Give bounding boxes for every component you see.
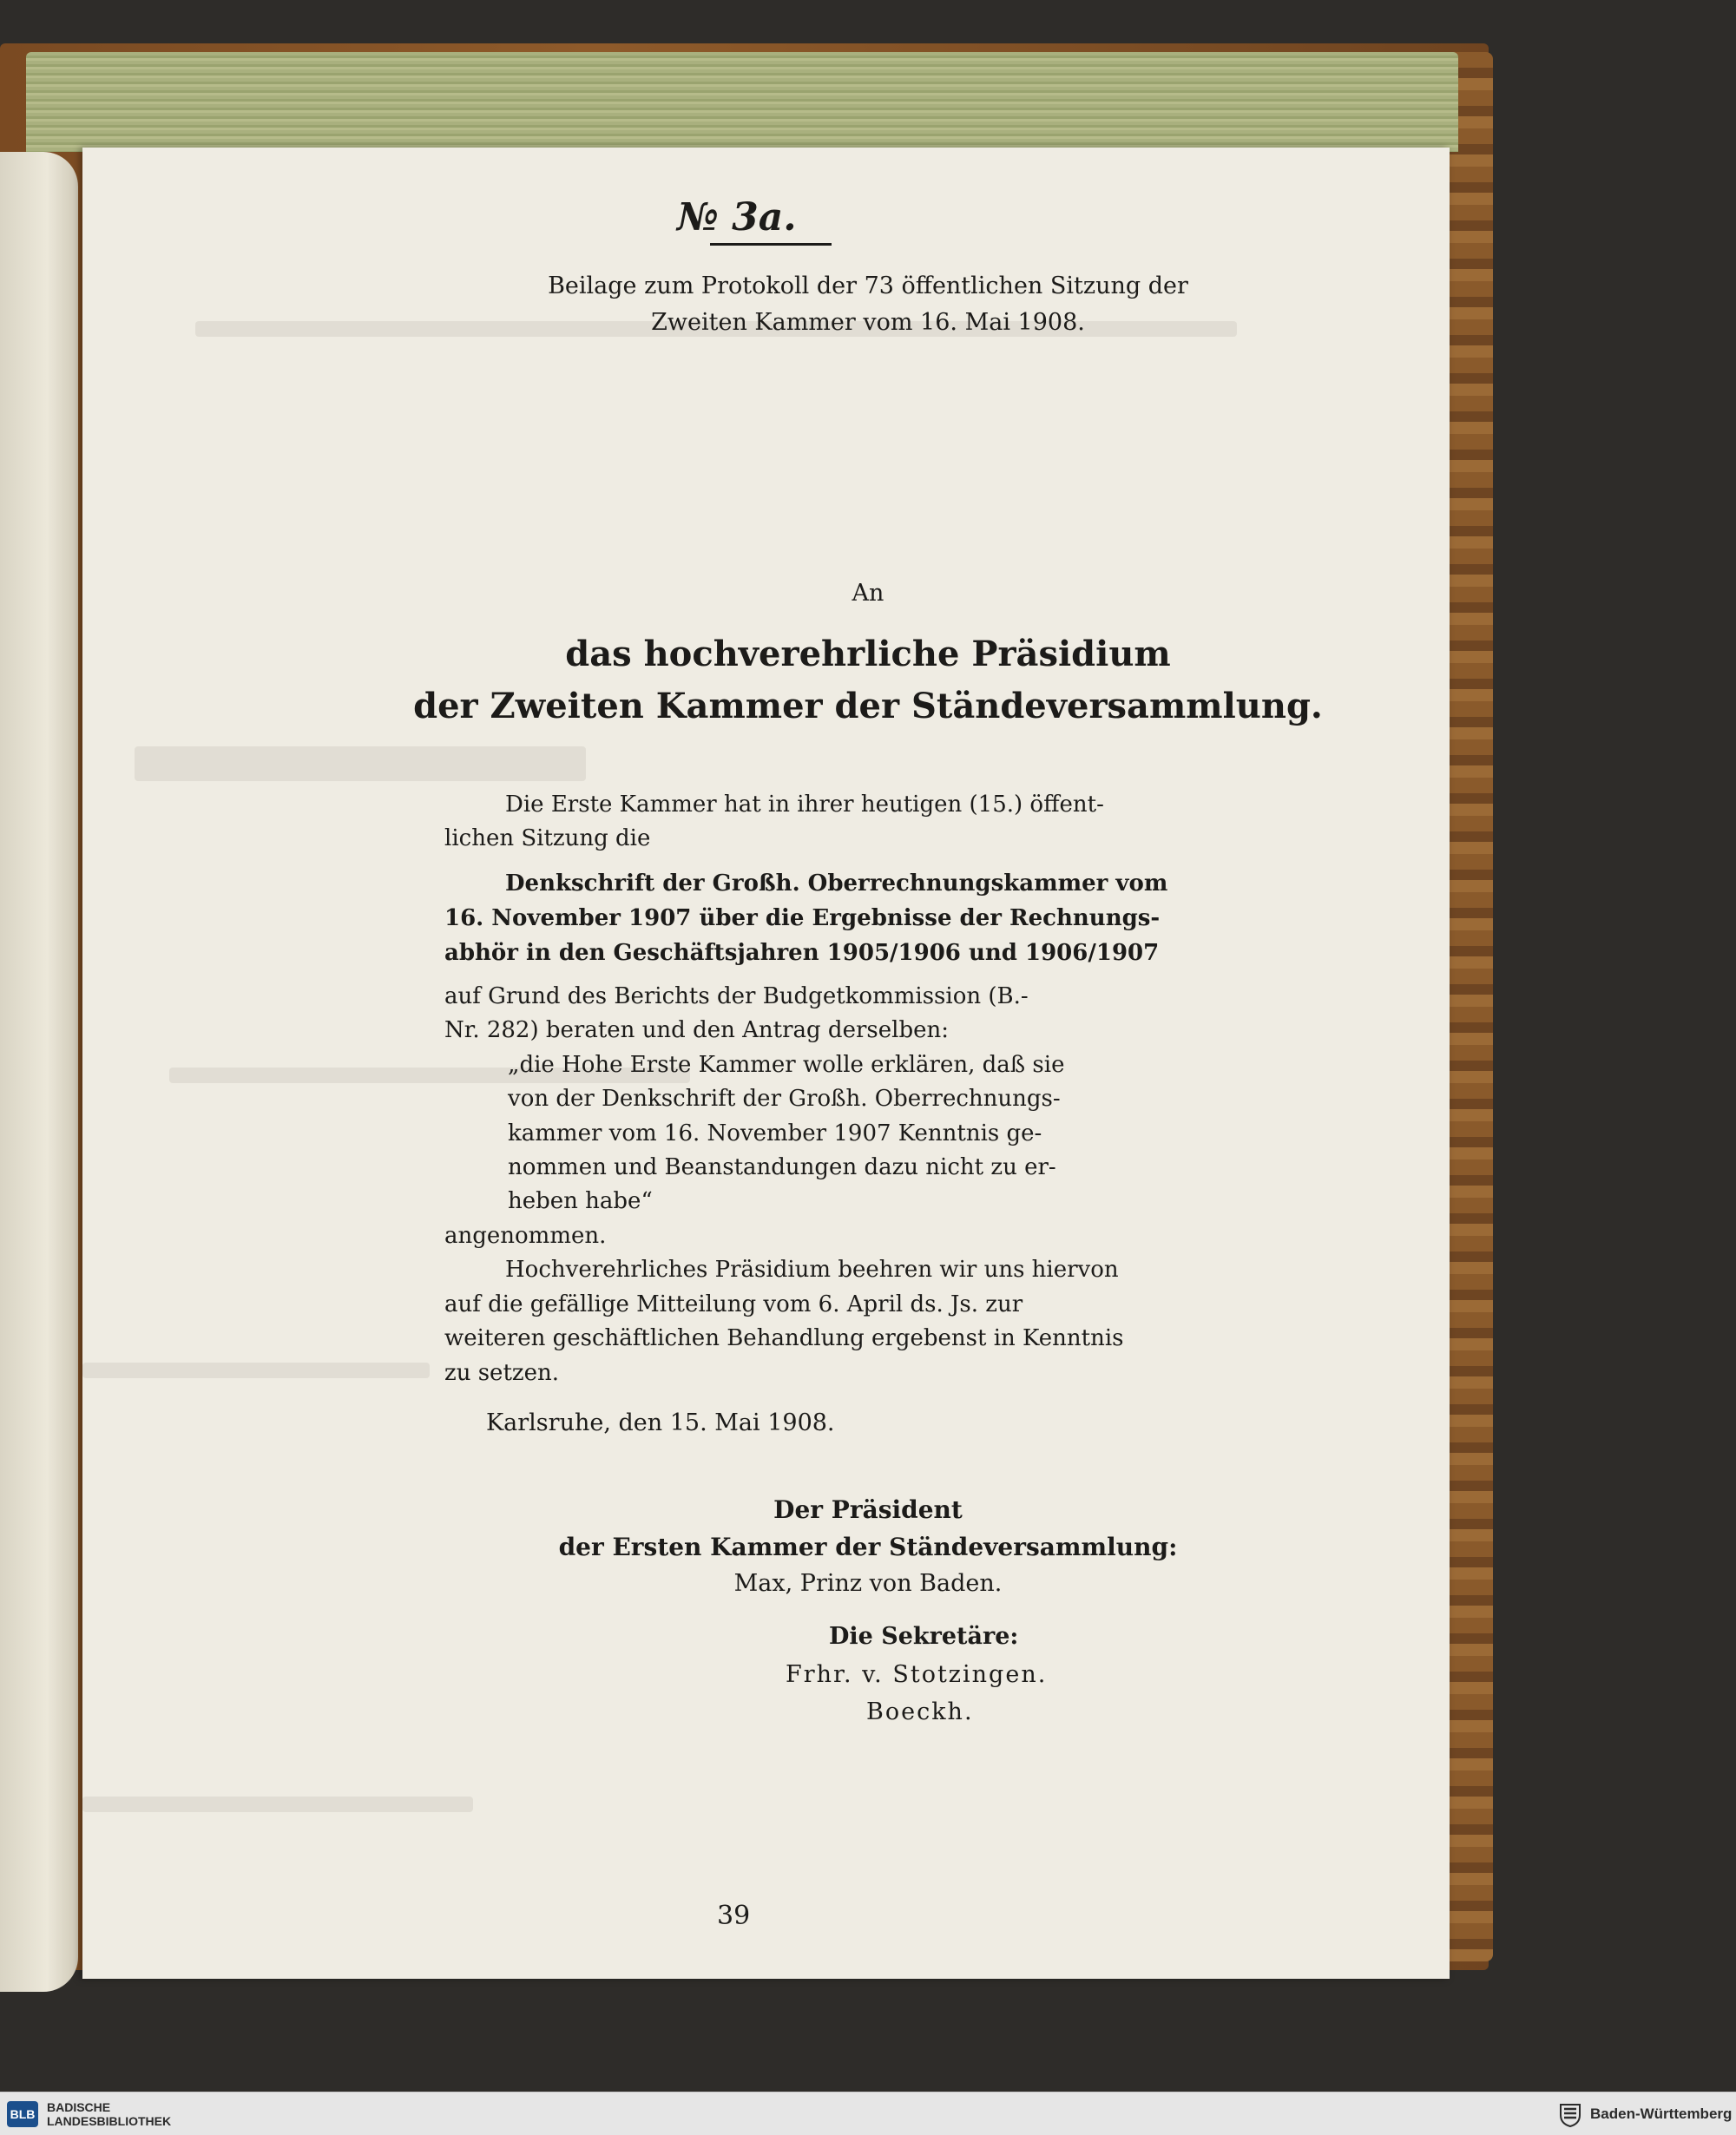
secretary-1: Frhr. v. Stotzingen.	[786, 1661, 1048, 1688]
bleed-through	[135, 746, 586, 781]
body-line: weiteren geschäftlichen Behandlung ergebenst in Kenntnis	[444, 1325, 1124, 1351]
body-line: Hochverehrliches Präsidium beehren wir uns hiervon	[505, 1257, 1119, 1283]
state-name[interactable]: Baden-Württemberg	[1590, 2105, 1733, 2122]
book-page-edges	[26, 52, 1458, 152]
body-line-quote: von der Denkschrift der Großh. Oberrechnungs-	[508, 1086, 1061, 1112]
president-name: Max, Prinz von Baden.	[733, 1570, 1003, 1597]
address-an: An	[852, 580, 884, 607]
body-line-quote: „die Hohe Erste Kammer wolle erklären, daß sie	[508, 1052, 1065, 1078]
library-name-line-2: LANDESBIBLIOTHEK	[47, 2114, 172, 2128]
body-line-title: 16. November 1907 über die Ergebnisse der Rechnungs-	[444, 905, 1161, 931]
body-line-quote: nommen und Beanstandungen dazu nicht zu er-	[508, 1154, 1056, 1180]
blb-logo-icon[interactable]: BLB	[7, 2101, 38, 2127]
bleed-through	[82, 1363, 430, 1378]
body-line-quote: kammer vom 16. November 1907 Kenntnis ge-	[508, 1120, 1042, 1146]
beilage-line-2: Zweiten Kammer vom 16. Mai 1908.	[651, 309, 1085, 336]
president-title-2: der Ersten Kammer der Ständeversammlung:	[558, 1533, 1178, 1561]
body-line: auf Grund des Berichts der Budgetkommission (B.-	[444, 983, 1029, 1009]
beilage-line-1: Beilage zum Protokoll der 73 öffentlichen Sitzung der	[548, 273, 1188, 299]
state-coat-of-arms-icon[interactable]	[1558, 2101, 1582, 2127]
body-line-title: abhör in den Geschäftsjahren 1905/1906 und 1906/1907	[444, 940, 1160, 966]
body-line-quote: heben habe“	[508, 1188, 653, 1214]
place-date: Karlsruhe, den 15. Mai 1908.	[486, 1409, 835, 1436]
bleed-through	[82, 1797, 473, 1812]
body-line: lichen Sitzung die	[444, 825, 651, 851]
body-line-title: Denkschrift der Großh. Oberrechnungskammer vom	[505, 870, 1168, 897]
secretaries-title: Die Sekretäre:	[829, 1623, 1019, 1650]
number-underline	[710, 243, 832, 246]
document-number: № 3a.	[677, 195, 797, 240]
body-line: zu setzen.	[444, 1360, 559, 1386]
library-name[interactable]	[47, 2100, 171, 2128]
president-title-1: Der Präsident	[773, 1495, 963, 1524]
library-name-line-1: BADISCHE	[47, 2100, 111, 2114]
footer-bar	[0, 2092, 1736, 2135]
left-page-curl	[0, 152, 78, 1992]
secretary-2: Boeckh.	[866, 1698, 974, 1725]
body-line: Die Erste Kammer hat in ihrer heutigen (15.) öffent-	[505, 792, 1104, 818]
address-line-1: das hochverehrliche Präsidium	[565, 634, 1171, 674]
body-line: angenommen.	[444, 1223, 607, 1249]
body-line: auf die gefällige Mitteilung vom 6. April ds. Js. zur	[444, 1291, 1023, 1317]
page-number: 39	[717, 1901, 751, 1931]
body-line: Nr. 282) beraten und den Antrag derselben:	[444, 1017, 949, 1043]
address-line-2: der Zweiten Kammer der Ständeversammlung.	[413, 686, 1323, 726]
